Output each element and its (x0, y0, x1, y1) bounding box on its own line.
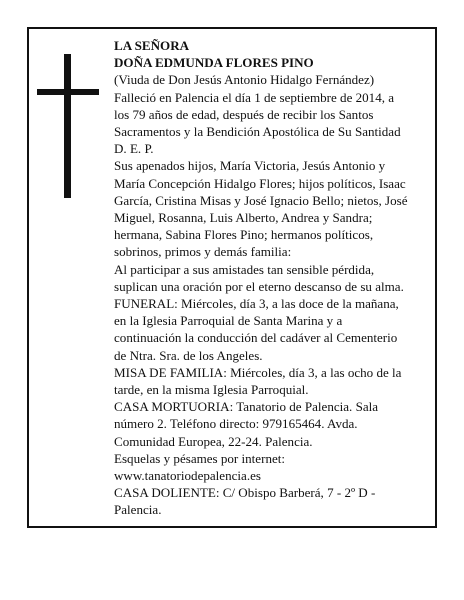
family-mass-line: MISA DE FAMILIA: Miércoles, día 3, a las ocho de la (114, 364, 402, 380)
cross-vertical-bar (64, 54, 71, 198)
cross-horizontal-bar (37, 89, 99, 95)
mourning-house-line: CASA DOLIENTE: C/ Obispo Barberá, 7 - 2º D - (114, 485, 376, 501)
text-line: Al participar a sus amistades tan sensible pérdida, (114, 261, 375, 277)
text-line: María Concepción Hidalgo Flores; hijos políticos, Isaac (114, 175, 406, 191)
text-line: Miguel, Rosanna, Luis Alberto, Andrea y Sandra; (114, 210, 373, 226)
text-line: en la Iglesia Parroquial de Santa Marina y a (114, 313, 343, 329)
text-line: suplican una oración por el eterno descanso de su alma. (114, 278, 404, 294)
text-line: sobrinos, primos y demás familia: (114, 244, 292, 260)
text-line: Esquelas y pésames por internet: (114, 450, 286, 466)
funeral-line: FUNERAL: Miércoles, día 3, a las doce de la mañana, (114, 296, 399, 312)
text-line: García, Cristina Misas y José Ignacio Bello; nietos, José (114, 192, 408, 208)
text-line: Falleció en Palencia el día 1 de septiembre de 2014, a (114, 89, 395, 105)
text-line: Palencia. (114, 502, 162, 518)
text-line: los 79 años de edad, después de recibir los Santos (114, 106, 374, 122)
notice-title: LA SEÑORA (114, 38, 190, 53)
obituary-text (114, 37, 428, 519)
website-text: www.tanatoriodepalencia.es (114, 468, 261, 484)
funeral-home-line: CASA MORTUORIA: Tanatorio de Palencia. Sala (114, 399, 379, 415)
text-line: Sacramentos y la Bendición Apostólica de Su Santidad (114, 124, 401, 140)
cross-icon (37, 54, 99, 198)
text-line: Sus apenados hijos, María Victoria, Jesús Antonio y (114, 158, 386, 174)
deceased-name: DOÑA EDMUNDA FLORES PINO (114, 55, 314, 71)
text-line: continuación la conducción del cadáver al Cementerio (114, 330, 398, 346)
text-line: de Ntra. Sra. de los Angeles. (114, 347, 263, 363)
text-line: Comunidad Europea, 22-24. Palencia. (114, 433, 313, 449)
text-line: tarde, en la misma Iglesia Parroquial. (114, 382, 309, 398)
widow-of-line: (Viuda de Don Jesús Antonio Hidalgo Fernández) (114, 72, 375, 88)
text-line: D. E. P. (114, 141, 154, 157)
text-line: número 2. Teléfono directo: 979165464. Avda. (114, 416, 358, 432)
text-line: hermana, Sabina Flores Pino; hermanos políticos, (114, 227, 374, 243)
